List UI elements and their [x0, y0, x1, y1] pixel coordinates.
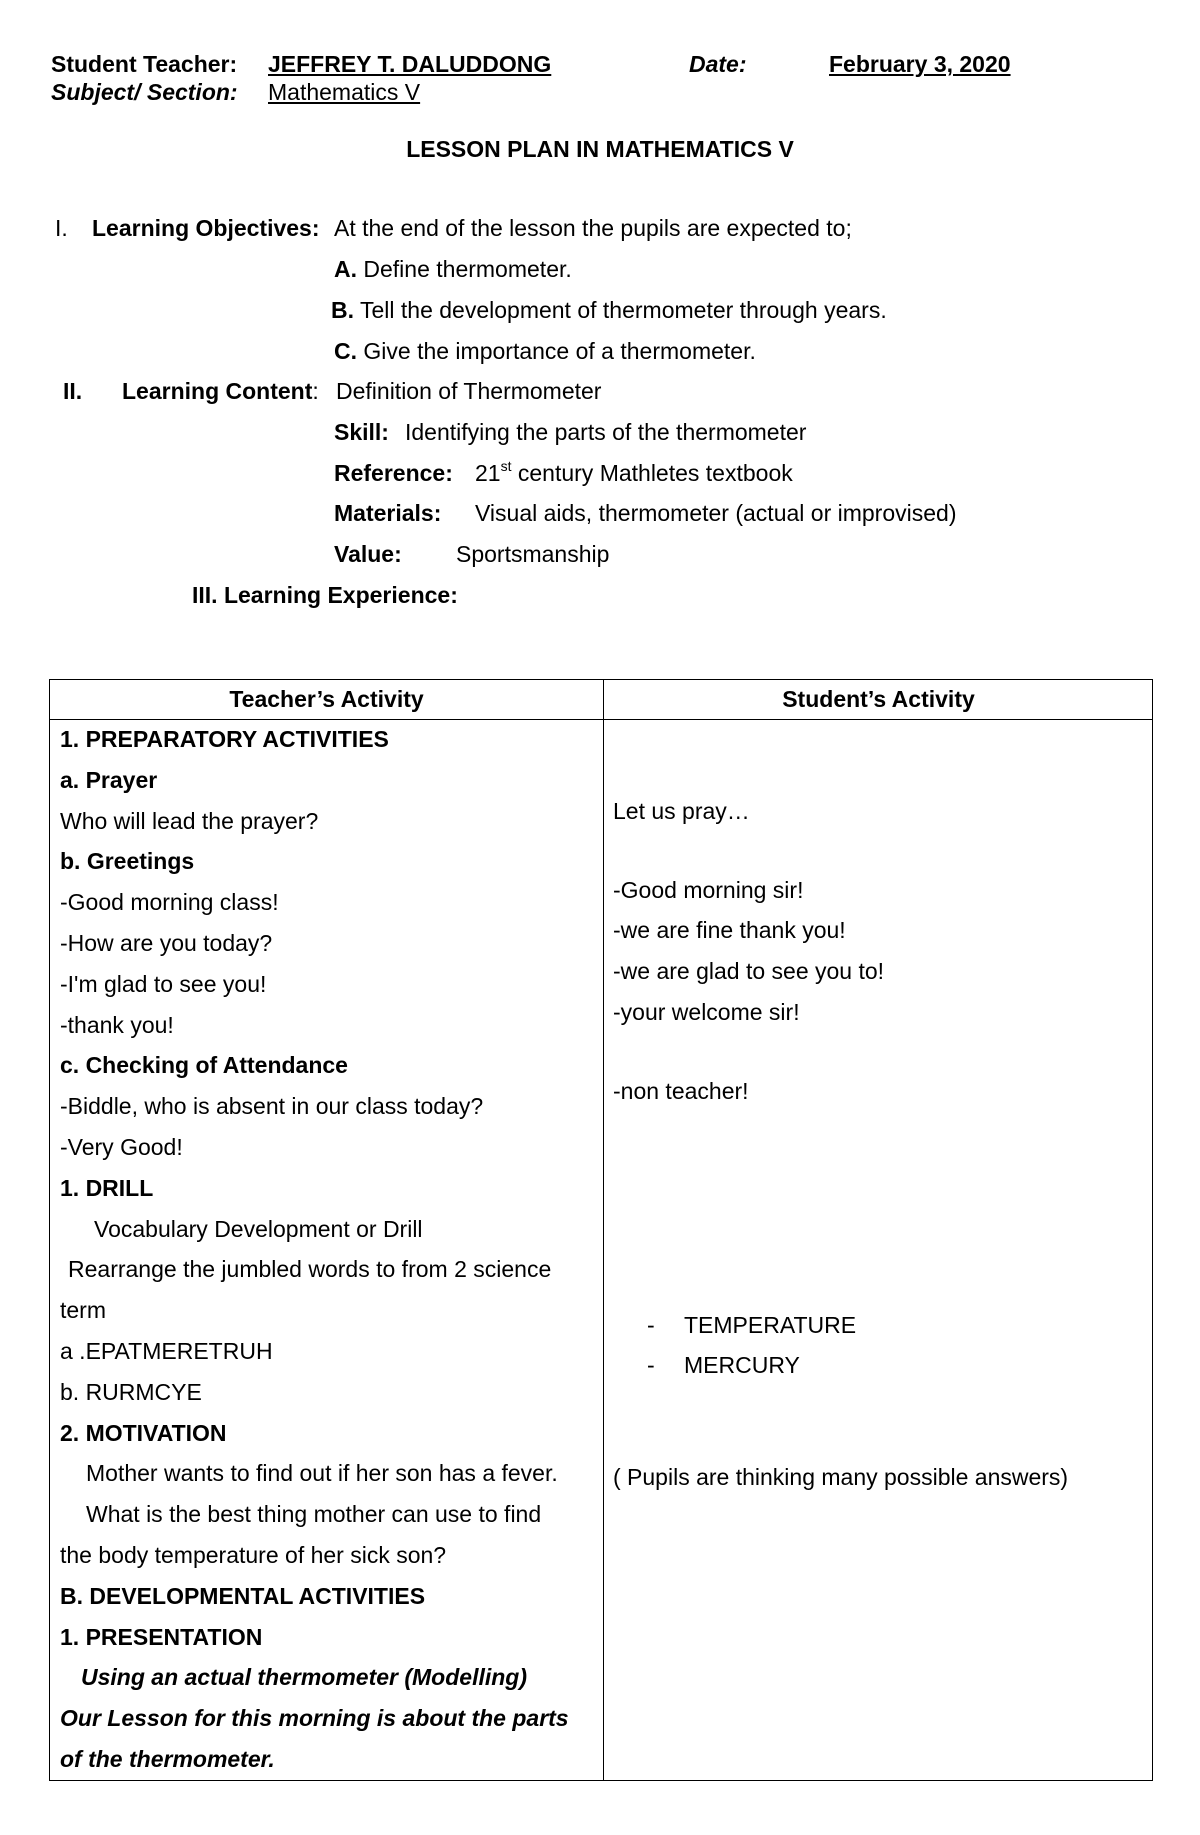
teacher-row: 2. MOTIVATION	[60, 1420, 227, 1446]
student-row: -Good morning sir!	[613, 877, 804, 903]
teacher-row: a .EPATMERETRUH	[60, 1338, 273, 1364]
student-row: -we are glad to see you to!	[613, 958, 885, 984]
teacher-row: -How are you today?	[60, 930, 273, 956]
objective-item-c	[334, 338, 756, 365]
content-label: Learning Content	[122, 378, 313, 404]
objectives-label: Learning Objectives:	[92, 215, 320, 241]
objective-letter: A.	[334, 256, 357, 282]
subject-section-label: Subject/ Section:	[51, 79, 238, 105]
objectives-intro: At the end of the lesson the pupils are expected to;	[334, 215, 852, 241]
teacher-row: 1. DRILL	[60, 1175, 154, 1201]
objective-text: Give the importance of a thermometer.	[363, 338, 756, 364]
content-definition: Definition of Thermometer	[336, 378, 602, 404]
teacher-row: Rearrange the jumbled words to from 2 science	[68, 1256, 552, 1282]
reference-ordinal: st	[500, 458, 512, 474]
teacher-row: -Good morning class!	[60, 889, 279, 915]
content-numeral: II.	[63, 378, 83, 404]
teacher-row: -Biddle, who is absent in our class today?	[60, 1093, 484, 1119]
teacher-row: 1. PREPARATORY ACTIVITIES	[60, 726, 389, 752]
teacher-activity-header: Teacher’s Activity	[229, 686, 424, 712]
activity-table	[49, 679, 1153, 1781]
teacher-row: c. Checking of Attendance	[60, 1052, 348, 1078]
teacher-row: Mother wants to find out if her son has a fever.	[86, 1460, 558, 1486]
reference-label: Reference:	[334, 460, 453, 486]
teacher-row: the body temperature of her sick son?	[60, 1542, 447, 1568]
student-row: MERCURY	[684, 1352, 800, 1378]
materials-value: Visual aids, thermometer (actual or improvised)	[475, 500, 957, 526]
teacher-row: b. RURMCYE	[60, 1379, 202, 1405]
teacher-row: -Very Good!	[60, 1134, 183, 1160]
objective-text: Define thermometer.	[363, 256, 572, 282]
student-teacher-label: Student Teacher:	[51, 51, 238, 77]
value-value: Sportsmanship	[456, 541, 610, 567]
teacher-row: Who will lead the prayer?	[60, 808, 319, 834]
date-label: Date:	[689, 51, 747, 77]
teacher-row: Vocabulary Development or Drill	[94, 1216, 423, 1242]
teacher-row: -I'm glad to see you!	[60, 971, 267, 997]
teacher-row: 1. PRESENTATION	[60, 1624, 263, 1650]
page-title: LESSON PLAN IN MATHEMATICS V	[406, 136, 794, 162]
reference-number: 21	[475, 460, 501, 486]
teacher-row: Our Lesson for this morning is about the parts	[60, 1705, 569, 1731]
student-row: -your welcome sir!	[613, 999, 800, 1025]
experience-heading	[192, 582, 458, 609]
skill-label: Skill:	[334, 419, 389, 445]
date-value: February 3, 2020	[829, 51, 1011, 77]
reference-text: century Mathletes textbook	[511, 460, 793, 486]
objective-text: Tell the development of thermometer through years.	[359, 297, 887, 323]
student-row: -we are fine thank you!	[613, 917, 846, 943]
reference-value	[475, 460, 793, 487]
value-label: Value:	[334, 541, 402, 567]
student-row: -non teacher!	[613, 1078, 749, 1104]
content-heading	[122, 378, 319, 405]
content-colon: :	[312, 378, 319, 404]
student-answer-dash: -	[647, 1312, 655, 1338]
teacher-row: What is the best thing mother can use to find	[86, 1501, 542, 1527]
teacher-row: term	[60, 1297, 106, 1323]
student-row: ( Pupils are thinking many possible answers)	[613, 1464, 1069, 1490]
subject-section-value: Mathematics V	[268, 79, 421, 105]
student-activity-header: Student’s Activity	[782, 686, 975, 712]
teacher-row: a. Prayer	[60, 767, 158, 793]
teacher-row: -thank you!	[60, 1012, 174, 1038]
student-answer-dash: -	[647, 1352, 655, 1378]
objectives-numeral: I.	[55, 215, 68, 241]
student-row: Let us pray…	[613, 798, 750, 824]
experience-numeral: III	[192, 582, 212, 608]
teacher-row: b. Greetings	[60, 848, 195, 874]
materials-label: Materials:	[334, 500, 442, 526]
student-teacher-name: JEFFREY T. DALUDDONG	[268, 51, 552, 77]
objective-item-a	[334, 256, 572, 283]
teacher-row: Using an actual thermometer (Modelling)	[81, 1664, 527, 1690]
objective-item-b	[331, 297, 887, 324]
experience-label: . Learning Experience:	[211, 582, 458, 608]
skill-value: Identifying the parts of the thermometer	[405, 419, 807, 445]
student-row: TEMPERATURE	[684, 1312, 857, 1338]
teacher-row: of the thermometer.	[60, 1746, 275, 1772]
objective-letter: C.	[334, 338, 357, 364]
objective-letter: B.	[331, 297, 354, 323]
teacher-row: B. DEVELOPMENTAL ACTIVITIES	[60, 1583, 426, 1609]
column-divider	[603, 680, 604, 1780]
